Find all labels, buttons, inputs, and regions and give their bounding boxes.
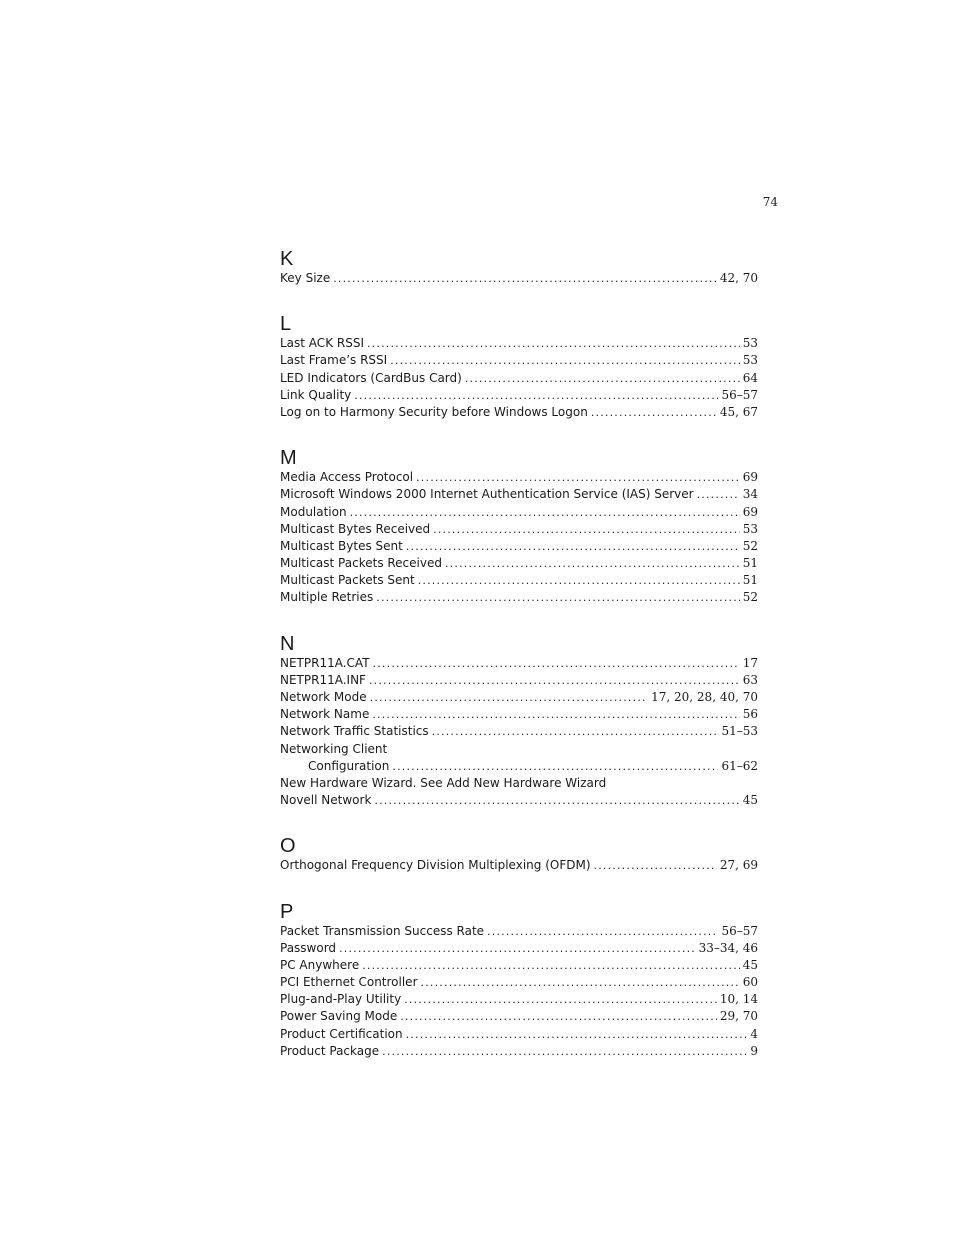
page-references: 52 bbox=[742, 538, 758, 553]
index-term: Packet Transmission Success Rate bbox=[280, 923, 485, 938]
index-entry bbox=[280, 957, 758, 974]
index-entry bbox=[280, 352, 758, 369]
index-entry bbox=[280, 504, 758, 521]
section-letter-heading: P bbox=[280, 900, 294, 923]
index-entry bbox=[280, 555, 758, 572]
index-entry bbox=[280, 469, 758, 486]
page-references: 34 bbox=[742, 487, 758, 502]
index-list bbox=[280, 248, 758, 1086]
index-term: Network Traffic Statistics bbox=[280, 724, 429, 739]
index-term: Orthogonal Frequency Division Multiplexing (OFDM) bbox=[280, 858, 591, 873]
index-term: NETPR11A.INF bbox=[280, 672, 366, 687]
index-term: Last ACK RSSI bbox=[280, 336, 364, 351]
dot-leader bbox=[432, 723, 719, 740]
index-section-k bbox=[280, 248, 758, 287]
page-references: 56–57 bbox=[721, 923, 758, 938]
index-entry bbox=[280, 270, 758, 287]
section-letter-heading: L bbox=[280, 313, 292, 336]
index-term: Multicast Packets Received bbox=[280, 556, 442, 571]
index-entry bbox=[280, 538, 758, 555]
dot-leader bbox=[367, 335, 740, 352]
index-entry bbox=[280, 655, 758, 672]
index-term: Key Size bbox=[280, 271, 331, 285]
index-term: Plug-and-Play Utility bbox=[280, 992, 402, 1007]
page-references: 60 bbox=[742, 975, 758, 990]
section-letter-heading: K bbox=[280, 248, 294, 270]
dot-leader bbox=[370, 689, 649, 706]
index-term: Power Saving Mode bbox=[280, 1009, 398, 1024]
index-term: Product Package bbox=[280, 1043, 380, 1058]
index-entry bbox=[280, 589, 758, 606]
dot-leader bbox=[354, 387, 718, 404]
index-entry bbox=[280, 672, 758, 689]
index-entry bbox=[280, 923, 758, 940]
dot-leader bbox=[372, 706, 739, 723]
index-entry bbox=[280, 1043, 758, 1060]
index-term: NETPR11A.CAT bbox=[280, 655, 370, 670]
dot-leader bbox=[421, 974, 740, 991]
index-term: Log on to Harmony Security before Windows Logon bbox=[280, 404, 588, 419]
dot-leader bbox=[406, 538, 740, 555]
dot-leader bbox=[350, 504, 740, 521]
page-references: 53 bbox=[742, 521, 758, 536]
page-references: 42, 70 bbox=[719, 271, 758, 285]
index-term: LED Indicators (CardBus Card) bbox=[280, 370, 462, 385]
index-term: Multicast Packets Sent bbox=[280, 573, 415, 588]
index-term: Microsoft Windows 2000 Internet Authentication Service (IAS) Server bbox=[280, 487, 694, 502]
page-references: 53 bbox=[742, 336, 758, 351]
index-term: Modulation bbox=[280, 504, 347, 519]
section-letter-heading: M bbox=[280, 447, 297, 470]
page-references: 51 bbox=[742, 573, 758, 588]
dot-leader bbox=[433, 521, 740, 538]
index-term: Multicast Bytes Received bbox=[280, 521, 431, 536]
index-term: Multicast Bytes Sent bbox=[280, 538, 403, 553]
section-letter-heading: O bbox=[280, 835, 296, 858]
page-references: 51–53 bbox=[721, 724, 758, 739]
index-entry bbox=[280, 335, 758, 352]
page-references: 51 bbox=[742, 556, 758, 571]
page-references: 17 bbox=[742, 655, 758, 670]
page-references: 52 bbox=[742, 590, 758, 605]
index-term: Link Quality bbox=[280, 387, 352, 402]
index-entry bbox=[280, 792, 758, 809]
page-references: 69 bbox=[742, 504, 758, 519]
index-section-l bbox=[280, 313, 758, 421]
index-entry bbox=[280, 857, 758, 874]
page-references: 63 bbox=[742, 672, 758, 687]
index-term: Product Certification bbox=[280, 1026, 403, 1041]
dot-leader bbox=[392, 758, 718, 775]
dot-leader bbox=[697, 486, 740, 503]
dot-leader bbox=[406, 1026, 748, 1043]
index-entry bbox=[280, 723, 758, 740]
page-references: 53 bbox=[742, 353, 758, 368]
index-entry bbox=[280, 572, 758, 589]
index-entry bbox=[280, 1026, 758, 1043]
dot-leader bbox=[369, 672, 740, 689]
index-entry bbox=[280, 741, 758, 758]
page-references: 45, 67 bbox=[719, 404, 758, 419]
dot-leader bbox=[390, 352, 740, 369]
dot-leader bbox=[400, 1008, 717, 1025]
index-section-m bbox=[280, 447, 758, 607]
page-references: 27, 69 bbox=[719, 858, 758, 873]
dot-leader bbox=[404, 991, 717, 1008]
dot-leader bbox=[445, 555, 740, 572]
page-references: 64 bbox=[742, 370, 758, 385]
index-entry bbox=[280, 689, 758, 706]
page-references: 9 bbox=[750, 1043, 758, 1058]
page-references: 56 bbox=[742, 707, 758, 722]
page-references: 61–62 bbox=[721, 758, 758, 773]
index-section-n bbox=[280, 633, 758, 810]
dot-leader bbox=[416, 469, 740, 486]
index-entry bbox=[280, 486, 758, 503]
index-term: Network Name bbox=[280, 707, 370, 722]
index-entry bbox=[280, 404, 758, 421]
index-entry bbox=[280, 940, 758, 957]
page-references: 56–57 bbox=[721, 387, 758, 402]
dot-leader bbox=[333, 270, 717, 287]
index-term: Media Access Protocol bbox=[280, 470, 414, 485]
index-entry bbox=[280, 370, 758, 387]
index-term: Configuration bbox=[308, 758, 390, 773]
index-entry bbox=[280, 1008, 758, 1025]
page-references: 45 bbox=[742, 957, 758, 972]
page-references: 4 bbox=[750, 1026, 758, 1041]
index-term: New Hardware Wizard. See Add New Hardware Wizard bbox=[280, 775, 607, 790]
page-references: 29, 70 bbox=[719, 1009, 758, 1024]
index-entry bbox=[280, 974, 758, 991]
index-section-o bbox=[280, 835, 758, 874]
index-term: Novell Network bbox=[280, 793, 372, 808]
index-entry bbox=[280, 521, 758, 538]
index-entry bbox=[280, 991, 758, 1008]
dot-leader bbox=[418, 572, 740, 589]
index-term: PCI Ethernet Controller bbox=[280, 975, 418, 990]
page-references: 45 bbox=[742, 793, 758, 808]
index-term: Multiple Retries bbox=[280, 590, 374, 605]
dot-leader bbox=[374, 792, 739, 809]
page-references: 17, 20, 28, 40, 70 bbox=[651, 690, 758, 704]
page-number: 74 bbox=[762, 195, 778, 209]
index-term: PC Anywhere bbox=[280, 957, 360, 972]
dot-leader bbox=[594, 857, 717, 874]
dot-leader bbox=[487, 923, 718, 940]
dot-leader bbox=[339, 940, 696, 957]
page-references: 69 bbox=[742, 470, 758, 485]
dot-leader bbox=[376, 589, 739, 606]
dot-leader bbox=[373, 655, 740, 672]
index-entry bbox=[280, 775, 758, 792]
index-term: Network Mode bbox=[280, 690, 367, 704]
dot-leader bbox=[465, 370, 740, 387]
index-term: Networking Client bbox=[280, 741, 388, 756]
section-letter-heading: N bbox=[280, 632, 295, 655]
index-entry bbox=[280, 706, 758, 723]
page-references: 33–34, 46 bbox=[698, 940, 758, 955]
index-term: Password bbox=[280, 940, 337, 955]
index-section-p bbox=[280, 901, 758, 1061]
page-references: 10, 14 bbox=[719, 992, 758, 1007]
index-entry bbox=[280, 758, 758, 775]
index-entry bbox=[280, 387, 758, 404]
index-term: Last Frame’s RSSI bbox=[280, 353, 388, 368]
dot-leader bbox=[591, 404, 717, 421]
dot-leader bbox=[382, 1043, 747, 1060]
dot-leader bbox=[362, 957, 740, 974]
